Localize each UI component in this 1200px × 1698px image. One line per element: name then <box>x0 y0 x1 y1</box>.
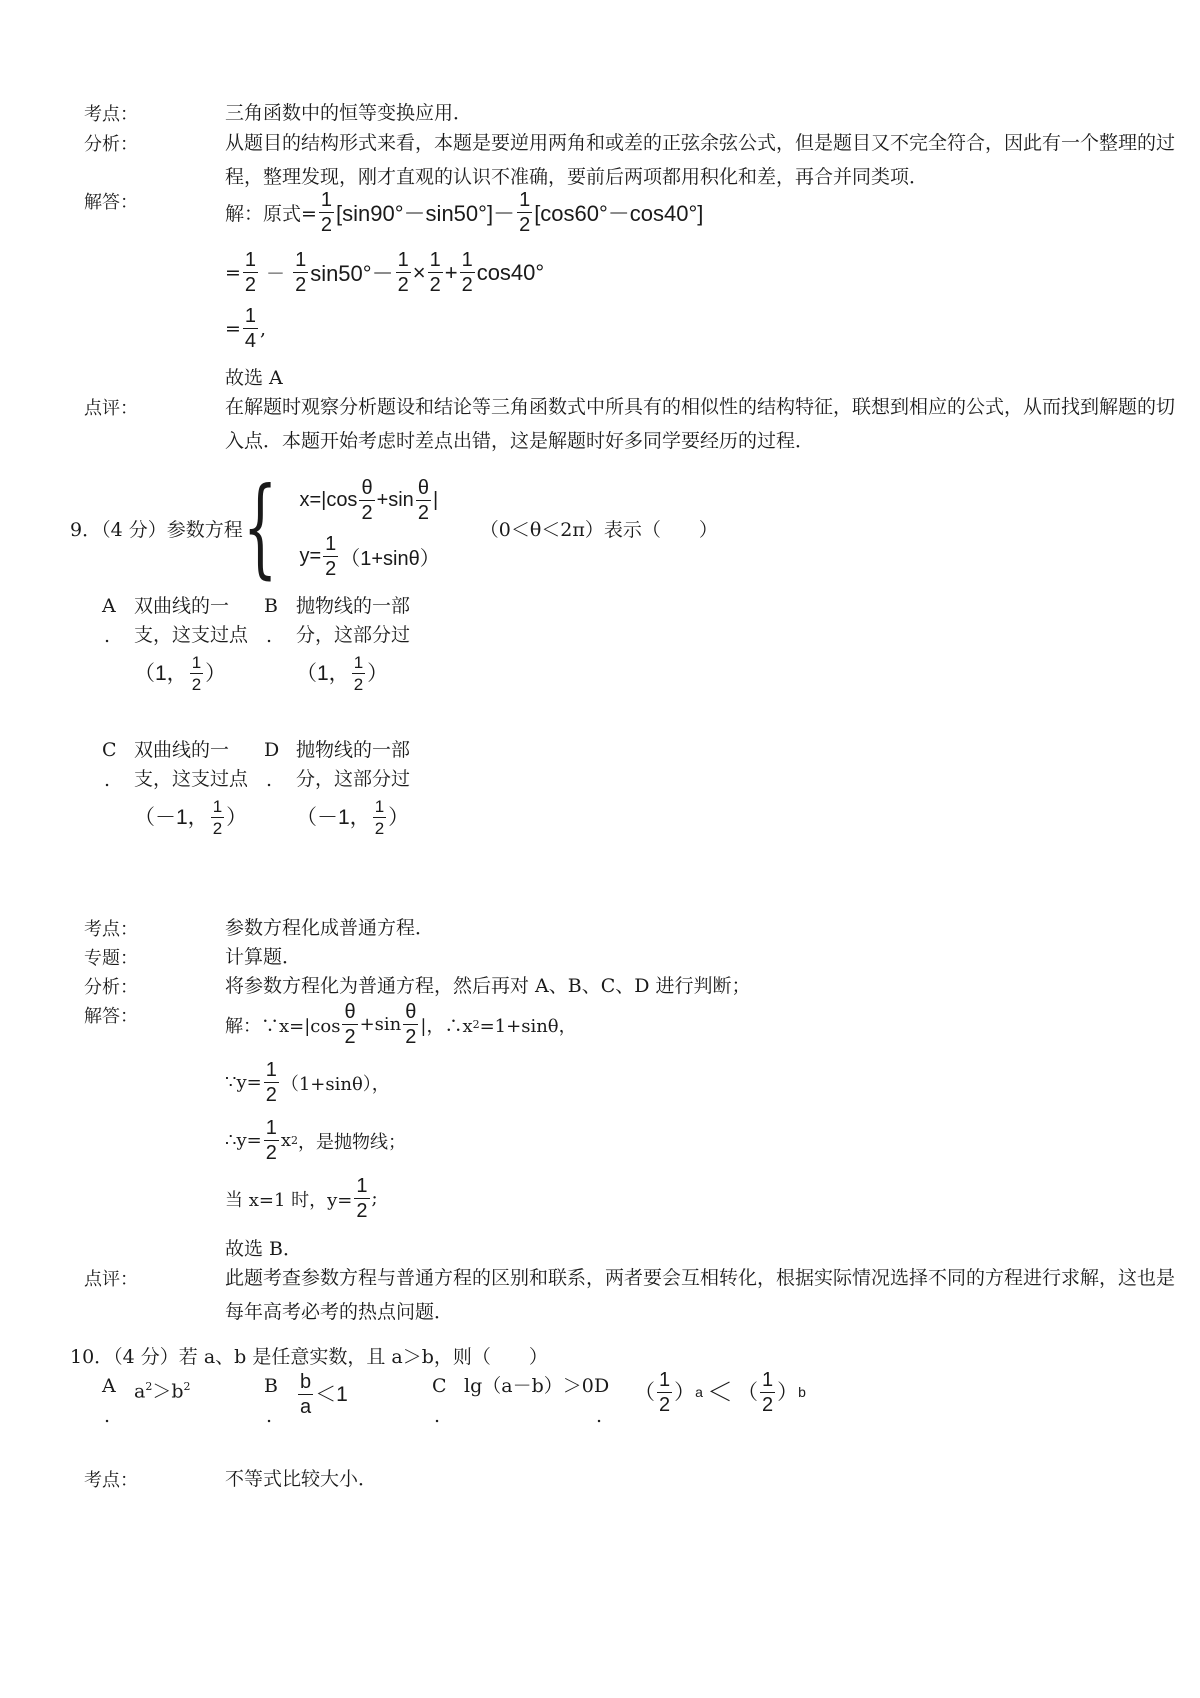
option-body <box>296 736 416 837</box>
fraction-half: $\frac{1}{2}$ <box>320 189 333 236</box>
q9-option-a[interactable] <box>102 592 252 722</box>
fenxi-label: 分析： <box>84 977 138 998</box>
option-dot: . <box>104 625 111 647</box>
dianping-label: 点评： <box>84 398 138 419</box>
q9-solution-line-4: 当 x=1 时，y= $\frac{1}{2}$ ; <box>225 1175 378 1222</box>
fenxi-label: 分析： <box>84 134 138 155</box>
option-dot: . <box>434 1405 441 1427</box>
fraction-half: $\frac{1}{2}$ <box>461 249 473 296</box>
equation-x: x=|cos $\frac{\theta}{2}$ +sin $\frac{\theta}{2}$ | <box>299 476 439 524</box>
option-letter: D <box>594 1375 610 1397</box>
q9-option-b[interactable] <box>264 592 414 732</box>
fraction-theta-half: $\frac{\theta}{2}$ <box>361 476 373 524</box>
solution-prefix: 解：原式= <box>225 203 317 225</box>
fraction-theta-half: $\frac{\theta}{2}$ <box>417 476 429 524</box>
kaodian-text: 不等式比较大小． <box>225 1468 378 1490</box>
option-dot: . <box>266 1405 273 1427</box>
option-body <box>134 736 254 837</box>
times-sign: × <box>412 259 426 285</box>
dianping-text: 在解题时观察分析题设和结论等三角函数式中所具有的相似性的结构特征，联想到相应的公式，从而找到解题的切入点．本题开始考虑时差点出错，这是解题时好多同学要经历的过程． <box>225 396 1176 452</box>
option-dot: . <box>266 625 273 647</box>
fraction-half: $\frac{1}{2}$ <box>265 1117 277 1164</box>
jieda-label: 解答： <box>84 192 138 213</box>
option-dot: . <box>266 769 273 791</box>
option-dot: . <box>104 1405 111 1427</box>
q9-option-c[interactable] <box>102 736 252 866</box>
q9-solution-line-3: ∴y= $\frac{1}{2}$ x 2 ，是抛物线； <box>225 1117 406 1164</box>
comma: , <box>260 317 267 340</box>
option-letter: C <box>102 739 117 761</box>
expr-part: [cos60°－cos40°] <box>534 201 704 226</box>
option-letter: A <box>102 1375 116 1397</box>
option-point: （－1， $\frac{1}{2}$ ） <box>296 797 410 838</box>
option-letter: A <box>102 595 116 617</box>
option-letter: B <box>264 595 278 617</box>
equation-y: y= $\frac{1}{2}$ （1+sinθ） <box>299 532 440 580</box>
fraction-half: $\frac{1}{2}$ <box>265 1059 277 1106</box>
minus-sign: － <box>266 263 286 285</box>
kaodian-label: 考点： <box>84 104 138 125</box>
option-text: 抛物线的一部分，这部分过 <box>296 595 411 646</box>
q9-option-d[interactable] <box>264 736 414 886</box>
q9-choose: 故选 B． <box>225 1238 303 1260</box>
fraction-half: $\frac{1}{2}$ <box>397 249 409 296</box>
q9-stem-suffix: （0＜θ＜2π）表示（ ） <box>479 518 718 541</box>
q10-stem-text: 10．（4 分）若 a、b 是任意实数，且 a＞b，则（ ） <box>70 1346 548 1368</box>
expr-part: [sin90°－sin50°]－ <box>336 201 516 226</box>
dianping-label: 点评： <box>84 1269 138 1290</box>
option-text: 双曲线的一支，这支过点 <box>134 739 249 790</box>
fraction-half: $\frac{1}{2}$ <box>519 189 531 236</box>
kaodian-text: 参数方程化成普通方程． <box>225 917 435 939</box>
option-dot: . <box>596 1405 603 1427</box>
option-body: （ $\frac{1}{2}$ ） a ＜ （ $\frac{1}{2}$ ） b <box>634 1369 806 1416</box>
plus-sign: + <box>444 259 458 285</box>
option-letter: B <box>264 1375 278 1397</box>
option-dot: . <box>104 769 111 791</box>
equals-sign: = <box>225 261 241 284</box>
equals-sign: = <box>225 317 241 340</box>
q10-stem <box>70 1342 548 1369</box>
fraction-theta-half: $\frac{\theta}{2}$ <box>405 1001 417 1048</box>
fraction-half: $\frac{1}{2}$ <box>429 249 441 296</box>
q9-stem <box>70 465 718 590</box>
option-body: $a^2>b^2$ <box>134 1380 191 1403</box>
fraction-half: $\frac{1}{2}$ <box>295 249 307 296</box>
q10-option-a[interactable] <box>102 1372 252 1442</box>
zhuanti-label: 专题： <box>84 948 138 969</box>
q9-solution-line-1: 解：∵x=|cos $\frac{\theta}{2}$ +sin $\frac{\theta}{2}$ |，∴x 2 =1+sinθ， <box>225 1001 577 1048</box>
fenxi-text: 将参数方程化为普通方程，然后再对 A、B、C、D 进行判断； <box>225 975 751 997</box>
option-body: lg（a－b）＞0 <box>464 1375 594 1397</box>
kaodian-text: 三角函数中的恒等变换应用． <box>225 102 473 124</box>
kaodian-label: 考点： <box>84 919 138 940</box>
option-text: 抛物线的一部分，这部分过 <box>296 739 411 790</box>
q8-solution-line-2 <box>225 250 544 295</box>
option-point: （－1， $\frac{1}{2}$ ） <box>134 797 248 838</box>
q8-choose: 故选 A <box>225 367 283 389</box>
q8-solution-line-3 <box>225 306 266 351</box>
q10-option-c[interactable] <box>432 1372 592 1442</box>
q9-stem-prefix: 9．（4 分）参数方程 <box>70 518 243 541</box>
option-letter: C <box>432 1375 447 1397</box>
option-body: $\frac{b}{a}$ ＜1 <box>300 1371 348 1418</box>
q10-option-b[interactable] <box>264 1372 414 1442</box>
option-point: （1， $\frac{1}{2}$ ） <box>296 653 389 694</box>
q8-solution-line-1 <box>225 190 703 235</box>
fraction-theta-half: $\frac{\theta}{2}$ <box>344 1001 356 1048</box>
fenxi-text: 从题目的结构形式来看，本题是要逆用两角和或差的正弦余弦公式，但是题目又不完全符合，因此有一个整理的过程，整理发现，刚才直观的认识不准确，要前后两项都用积化和差，再合并同类项． <box>225 132 1176 188</box>
option-text: 双曲线的一支，这支过点 <box>134 595 249 646</box>
fraction-half: $\frac{1}{2}$ <box>325 532 337 580</box>
option-body <box>296 592 416 693</box>
left-brace: { <box>242 465 278 590</box>
q9-solution-line-2: ∵y= $\frac{1}{2}$ （1+sinθ）， <box>225 1059 390 1106</box>
jieda-label: 解答： <box>84 1006 138 1027</box>
equation-system <box>299 472 439 584</box>
kaodian-label: 考点： <box>84 1470 138 1491</box>
zhuanti-text: 计算题． <box>225 946 302 968</box>
option-body <box>134 592 254 693</box>
expr-part: cos40° <box>476 259 545 285</box>
fraction-half: $\frac{1}{2}$ <box>356 1175 368 1222</box>
fraction-quarter: $\frac{1}{4}$ <box>244 305 257 352</box>
q10-option-d[interactable] <box>594 1369 824 1442</box>
dianping-text: 此题考查参数方程与普通方程的区别和联系，两者要会互相转化，根据实际情况选择不同的方程进行求解，这也是每年高考必考的热点问题． <box>225 1267 1176 1323</box>
option-letter: D <box>264 739 280 761</box>
fraction-half: $\frac{1}{2}$ <box>244 249 257 296</box>
option-point: （1， $\frac{1}{2}$ ） <box>134 653 227 694</box>
expr-part: sin50°－ <box>310 261 394 286</box>
